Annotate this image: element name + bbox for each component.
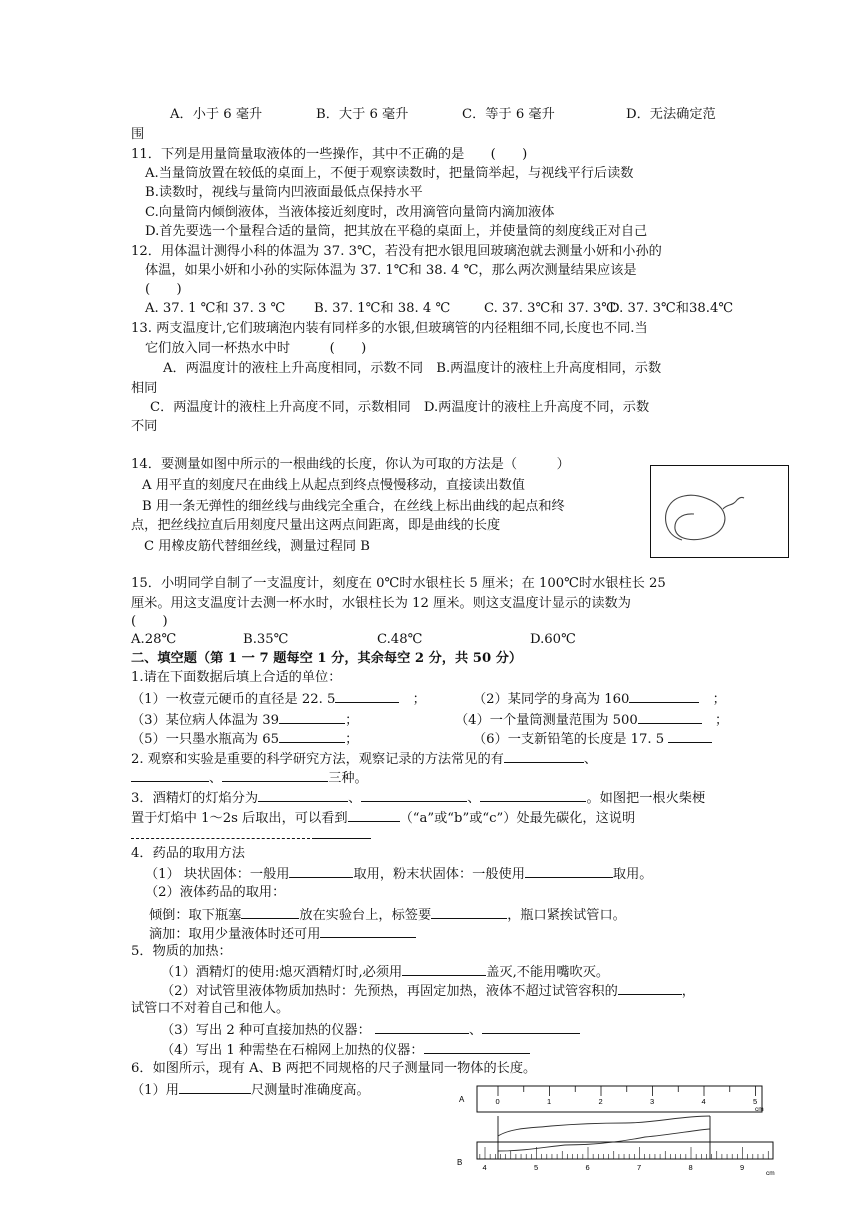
fill5-sub-2b: ， [681,984,695,999]
q13-options-cd: C．两温度计的液柱上升高度不同，示数相同 D.两温度计的液柱上升高度不同，示数 [150,400,650,415]
fill1-item-2 [473,689,726,708]
fill2-sep-2: 、 [209,771,223,786]
q13-options-ab: A．两温度计的液柱上升高度相同，示数不同 B.两温度计的液柱上升高度相同，示数 [163,361,662,376]
curve-line [651,466,788,557]
q12-stem-2: 体温，如果小妍和小孙的实际体温为 37. 1℃和 38. 4 ℃，那么两次测量结果应该是 [145,263,637,278]
ruler-a-tick-label: 2 [598,1097,603,1106]
fill2-sep-1: 、 [583,752,598,767]
fill1-item-6-text: （6）一支新铅笔的长度是 17. 5 [473,732,665,747]
fill3-sep-1: 、 [348,791,362,806]
ruler-a-tick-label: 0 [495,1097,500,1106]
ruler-b-tick-label: 4 [482,1163,487,1172]
fill1-blank-1[interactable] [335,689,399,703]
fill1-stem: 1.请在下面数据后填上合适的单位： [131,670,342,685]
q11-option-c: C.向量筒内倾倒液体，当液体接近刻度时，改用滴管向量筒内滴加液体 [145,205,555,220]
fill5-sub-3a: （3）写出 2 种可直接加热的仪器： [161,1023,371,1038]
q14-option-c: C 用橡皮筋代替细丝线，测量过程同 B [144,539,370,554]
ruler-b-tick-label: 6 [585,1163,590,1172]
fill1-item-4 [455,710,728,729]
fill4-blank-1[interactable] [289,864,353,878]
q14-option-b-2: 点，把丝线拉直后用刻度尺量出这两点间距离，即是曲线的长度 [131,518,501,533]
fill4-sub-1 [145,864,652,883]
q15-stem-2: 厘米。用这支温度计去测一杯水时，水银柱长为 12 厘米。则这支温度计显示的读数为 [131,596,631,611]
ruler-a-tick-label: 1 [547,1097,552,1106]
curve-figure [650,465,789,558]
q12-option-d: D. 37. 3℃和38.4℃ [609,301,734,316]
fill1-item-4-end: ； [715,713,729,728]
q15-stem-1: 15．小明同学自制了一支温度计，刻度在 0℃时水银柱长 5 厘米；在 100℃时水银柱长 25 [131,576,666,591]
fill1-item-6 [473,729,712,748]
fill1-item-4-text: （4）一个量筒测量范围为 500 [455,713,638,728]
fill3-mid: 。如图把一根火柴梗 [586,791,706,806]
q15-option-b: B.35℃ [243,632,289,647]
ruler-b-tick-label: 9 [740,1163,745,1172]
fill5-sub-4 [161,1040,530,1059]
fill5-stem: 5．物质的加热： [131,944,232,959]
q13-options-ab-cont: 相同 [131,381,158,396]
q15-option-a: A.28℃ [131,632,177,647]
fill1-blank-2[interactable] [629,689,699,703]
fill4-sub-2: （2）液体药品的取用： [145,885,286,900]
q13-options-cd-cont: 不同 [131,419,158,434]
q14-option-b-1: B 用一条无弹性的细丝线与曲线完全重合，在丝线上标出曲线的起点和终 [142,499,565,514]
fill1-item-1 [131,689,426,708]
fill5-sub-1a: （1）酒精灯的使用:熄灭酒精灯时,必须用 [161,965,403,980]
fill5-sub-3 [161,1020,580,1039]
fill1-blank-6[interactable] [668,729,712,743]
q13-stem-1: 13. 两支温度计,它们玻璃泡内装有同样多的水银,但玻璃管的内径粗细不同,长度也不同.当 [131,321,648,336]
fill4-blank-4[interactable] [431,905,507,919]
q14-option-a: A 用平直的刻度尺在曲线上从起点到终点慢慢移动，直接读出数值 [142,478,525,493]
fill4-sub-1c: 取用。 [612,867,653,882]
fill5-blank-1[interactable] [402,962,486,976]
fill2-blank-2[interactable] [131,768,209,782]
q12-option-c: C. 37. 3℃和 37. 3℃ [484,301,616,316]
fill3-line-2b: （“a”或“b”或“c”）处最先碳化，这说明 [399,811,636,826]
fill4-blank-5[interactable] [320,924,416,938]
fill4-blank-2[interactable] [525,864,613,878]
fill1-item-2-text: （2）某同学的身高为 160 [473,692,630,707]
fill5-sub-2a: （2）对试管里液体物质加热时：先预热，再固定加热，液体不超过试管容积的 [161,984,618,999]
q15-option-c: C.48℃ [377,632,423,647]
ruler-a-tick-label: 4 [701,1097,706,1106]
q12-option-a: A. 37. 1 ℃和 37. 3 ℃ [145,301,286,316]
fill6-blank-1[interactable] [179,1080,251,1094]
fill5-blank-5[interactable] [424,1040,530,1054]
q10-option-c: C．等于 6 毫升 [462,107,555,122]
ruler-diagram [455,1083,785,1178]
fill1-item-1-end: ； [412,692,426,707]
q14-stem: 14．要测量如图中所示的一根曲线的长度，你认为可取的方法是（ ） [131,457,570,472]
q11-option-d: D.首先要选一个量程合适的量筒，把其放在平稳的桌面上，并使量筒的刻度线正对自己 [145,224,648,239]
fill2-stem: 2. 观察和实验是重要的科学研究方法，观察记录的方法常见的有 [131,752,504,767]
q10-option-b: B．大于 6 毫升 [316,107,409,122]
fill2-end: 三种。 [328,771,368,786]
fill2-line-2 [131,768,368,787]
fill2-blank-3[interactable] [222,768,328,782]
fill3-blank-5[interactable] [131,825,315,839]
q11-stem: 11．下列是用量筒量取液体的一些操作，其中不正确的是 ( ) [131,147,528,162]
fill1-blank-5[interactable] [279,729,345,743]
fill5-sub-1 [161,962,609,981]
ruler-b-label: B [457,1158,463,1167]
fill3-blank-6[interactable] [315,825,371,839]
fill3-blank-3[interactable] [480,788,586,802]
q11-option-b: B.读数时，视线与量筒内凹液面最低点保持水平 [145,185,423,200]
fill5-sub-3b: 、 [469,1023,483,1038]
fill3-line-3 [131,825,371,844]
fill1-item-3 [131,710,358,729]
fill4-sub-3 [149,924,416,943]
q10-option-d: D．无法确定范 [626,107,716,122]
fill2-blank-1[interactable] [504,749,584,763]
q10-option-a: A．小于 6 毫升 [170,107,263,122]
fill3-blank-4[interactable] [348,808,400,822]
fill3-blank-2[interactable] [361,788,467,802]
fill6-stem: 6．如图所示，现有 A、B 两把不同规格的尺子测量同一物体的长度。 [131,1061,537,1076]
fill5-sub-4a: （4）写出 1 种需垫在石棉网上加热的仪器： [161,1043,424,1058]
fill4-sub-2a: 倾倒：取下瓶塞 [149,908,242,923]
fill3-line-1 [131,788,705,807]
object-outline-lower [498,1129,710,1151]
fill3-blank-1[interactable] [258,788,348,802]
fill1-item-3-end: ； [345,713,359,728]
fill6-sub-1 [131,1080,370,1099]
fill4-sub-2c: ，瓶口紧挨试管口。 [507,908,626,923]
q15-answer-paren: ( ) [131,614,168,629]
ruler-b-body [477,1142,773,1159]
ruler-a-body [477,1086,762,1112]
fill4-sub-1b: 取用，粉末状固体：一般使用 [353,867,525,882]
fill5-blank-3[interactable] [375,1020,469,1034]
fill1-blank-4[interactable] [638,710,702,724]
ruler-figure [455,1083,785,1178]
fill4-blank-3[interactable] [241,905,299,919]
fill1-blank-3[interactable] [279,710,345,724]
section-title: 二、填空题（第 1 一 7 题每空 1 分，其余每空 2 分，共 50 分） [131,651,523,666]
fill3-line-2a: 置于灯焰中 1～2s 后取出，可以看到 [131,811,348,826]
fill4-sub-3-text: 滴加：取用少量液体时还可用 [149,927,321,942]
fill4-stem: 4．药品的取用方法 [131,846,245,861]
fill1-item-1-text: （1）一枚壹元硬币的直径是 22. 5 [131,692,336,707]
fill4-sub-2b: 放在实验台上，标签要 [299,908,432,923]
fill5-blank-2[interactable] [618,981,682,995]
fill1-item-5 [131,729,358,748]
fill5-sub-2-cont: 试管口不对着自己和他人。 [131,1001,290,1016]
ruler-a-tick-label: 5 [753,1097,758,1106]
fill1-item-5-text: （5）一只墨水瓶高为 65 [131,732,280,747]
ruler-a-tick-label: 3 [650,1097,655,1106]
q13-stem-2: 它们放入同一杯热水中时 ( ) [145,341,367,356]
fill1-item-2-end: ； [712,692,726,707]
fill4-sub-2-pour [149,905,626,924]
ruler-a-unit: cm [755,1106,764,1113]
fill6-sub-1a: （1）用 [131,1083,179,1098]
q12-stem-1: 12．用体温计测得小科的体温为 37. 3℃，若没有把水银甩回玻璃泡就去测量小妍和小孙的 [131,244,662,259]
q10-option-d-cont: 围 [131,127,145,142]
q12-answer-paren: ( ) [145,282,182,297]
fill2-line-1 [131,749,597,768]
fill3-sep-2: 、 [467,791,481,806]
fill5-sub-2 [161,981,695,1000]
fill4-sub-1a: （1） 块状固体：一般用 [145,867,290,882]
ruler-b-tick-label: 8 [688,1163,693,1172]
fill5-sub-1b: 盖灭,不能用嘴吹灭。 [486,965,610,980]
fill3-stem: 3．酒精灯的灯焰分为 [131,791,259,806]
ruler-a-label: A [459,1095,465,1104]
q15-option-d: D.60℃ [530,632,576,647]
ruler-a-ticks [496,1086,758,1106]
q12-option-b: B. 37. 1℃和 38. 4 ℃ [314,301,451,316]
ruler-b-tick-label: 5 [534,1163,539,1172]
fill1-item-3-text: （3）某位病人体温为 39 [131,713,280,728]
fill5-blank-4[interactable] [482,1020,580,1034]
ruler-b-tick-label: 7 [637,1163,642,1172]
ruler-b-unit: cm [766,1170,775,1177]
q11-option-a: A.当量筒放置在较低的桌面上，不便于观察读数时，把量筒举起，与视线平行后读数 [145,166,634,181]
fill6-sub-1b: 尺测量时准确度高。 [250,1083,370,1098]
fill1-item-5-end: ； [345,732,359,747]
